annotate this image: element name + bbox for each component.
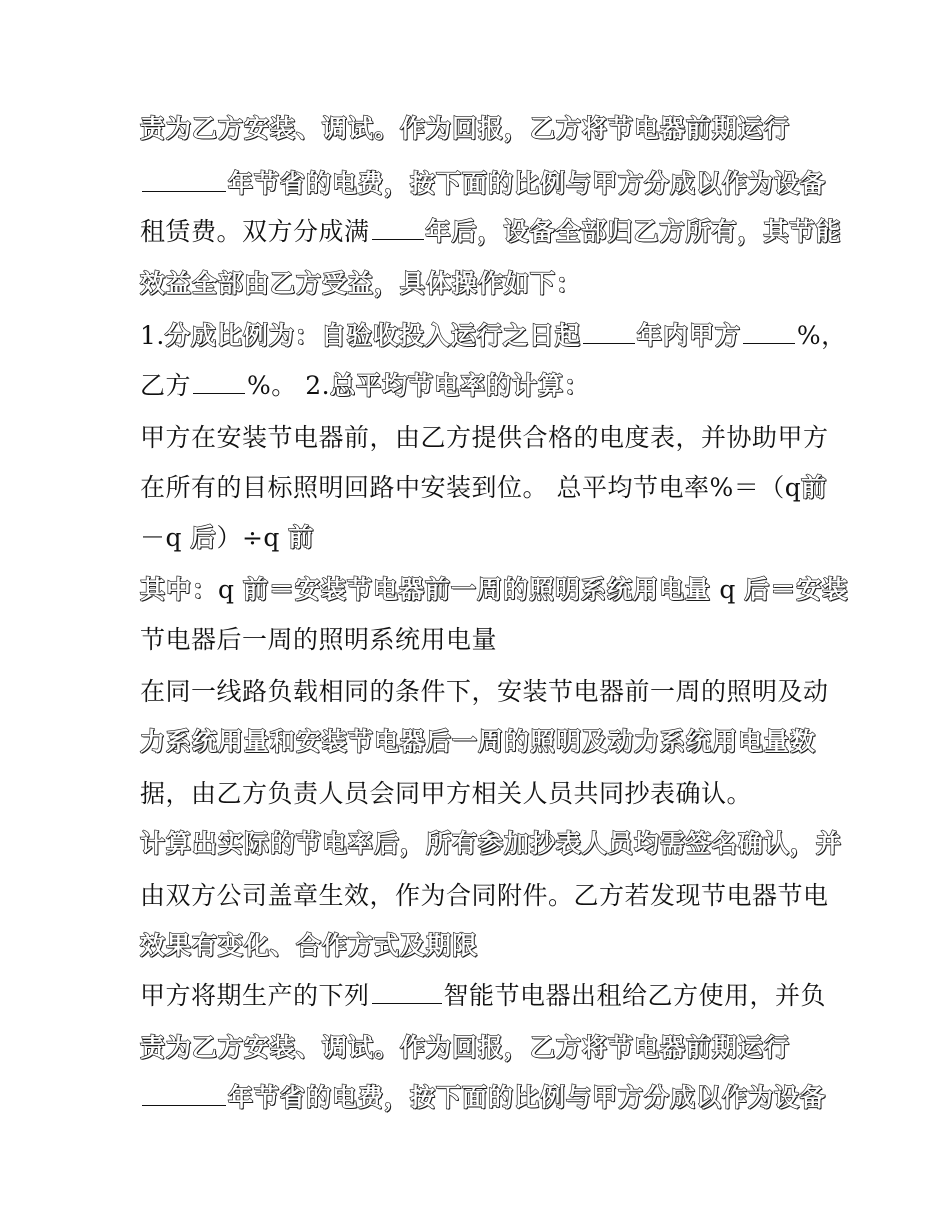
printed-text-segment: %。 2. [247,371,331,400]
text-line [140,112,830,146]
fill-in-blank [372,981,442,1004]
outlined-text-segment: 后＝安装 [744,575,849,604]
printed-text-segment: 租赁费。双方分成满 [140,217,370,246]
outlined-text-segment: 年内甲方 [636,321,741,350]
printed-text-segment: 在同一线路负载相同的条件下，安装节电器前一周的照明及动 [140,677,829,706]
text-line [140,319,847,353]
outlined-text-segment: 后 [190,523,217,552]
printed-text-segment: 在所有的目标照明回路中安装到位。 总平均节电率%＝（q [140,473,802,502]
text-line [140,675,830,709]
printed-text-segment: 甲方将期生产的下列 [140,981,370,1010]
text-line [140,267,830,301]
text-line [140,521,830,555]
outlined-text-segment: 其中： [140,575,219,604]
text-line [140,879,830,913]
fill-in-blank [142,169,226,192]
outlined-text-segment: 效益全部由乙方受益，具体操作如下： [140,269,583,298]
printed-text-segment: 甲方在安装节电器前，由乙方提供合格的电度表，并协助甲方 [140,423,829,452]
outlined-text-segment: 分成比例为：自验收投入运行之日起 [164,321,581,350]
outlined-text-segment: 年节省的电费，按下面的比例与甲方分成以作为设备 [228,1083,827,1112]
fill-in-blank [743,321,795,344]
printed-text-segment: 乙方 [140,371,192,400]
printed-text-segment: 1. [140,321,165,350]
text-line [140,215,842,249]
printed-text-segment: %， [796,321,847,350]
text-line [140,1081,830,1115]
text-line [140,1031,830,1065]
printed-text-segment: q [710,575,745,604]
printed-text-segment: －q [140,523,191,552]
fill-in-blank [142,1083,226,1106]
outlined-text-segment: 责为乙方安装、调试。作为回报，乙方将节电器前期运行 [140,114,791,143]
fill-in-blank [583,321,635,344]
printed-text-segment: 由双方公司盖章生效，作为合同附件。乙方若发现节电器节电 [140,881,829,910]
printed-text-segment: q [218,575,243,604]
outlined-text-segment: 年节省的电费，按下面的比例与甲方分成以作为设备 [228,169,827,198]
text-line [140,573,849,607]
outlined-text-segment: 力系统用量和安装节电器后一周的照明及动力系统用电量数 [140,727,817,756]
outlined-text-segment: 责为乙方安装、调试。作为回报，乙方将节电器前期运行 [140,1033,791,1062]
outlined-text-segment: 总平均节电率的计算： [330,371,591,400]
text-line [140,471,830,505]
text-line [140,623,830,657]
fill-in-blank [193,371,245,394]
text-line [140,725,830,759]
outlined-text-segment: 前＝安装节电器前一周的照明系统用电量 [242,575,711,604]
text-line [140,167,830,201]
text-line [140,979,830,1013]
printed-text-segment: 智能节电器出租给乙方使用，并负 [443,981,827,1010]
outlined-text-segment: 效果有变化、合作方式及期限 [140,931,479,960]
text-line [140,421,830,455]
outlined-text-segment: 前 [801,473,828,502]
outlined-text-segment: 前 [288,523,315,552]
text-line [140,369,830,403]
outlined-text-segment: 计算出实际的节电率后，所有参加抄表人员均需签名确认，并 [140,829,843,858]
fill-in-blank [372,217,424,240]
text-line [140,827,843,861]
printed-text-segment: 节电器后一周的照明系统用电量 [140,625,498,654]
text-line [140,929,830,963]
printed-text-segment: ）÷q [216,523,289,552]
printed-text-segment: 据，由乙方负责人员会同甲方相关人员共同抄表确认。 [140,779,753,808]
text-line [140,777,830,811]
outlined-text-segment: 年后，设备全部归乙方所有，其节能 [425,217,842,246]
